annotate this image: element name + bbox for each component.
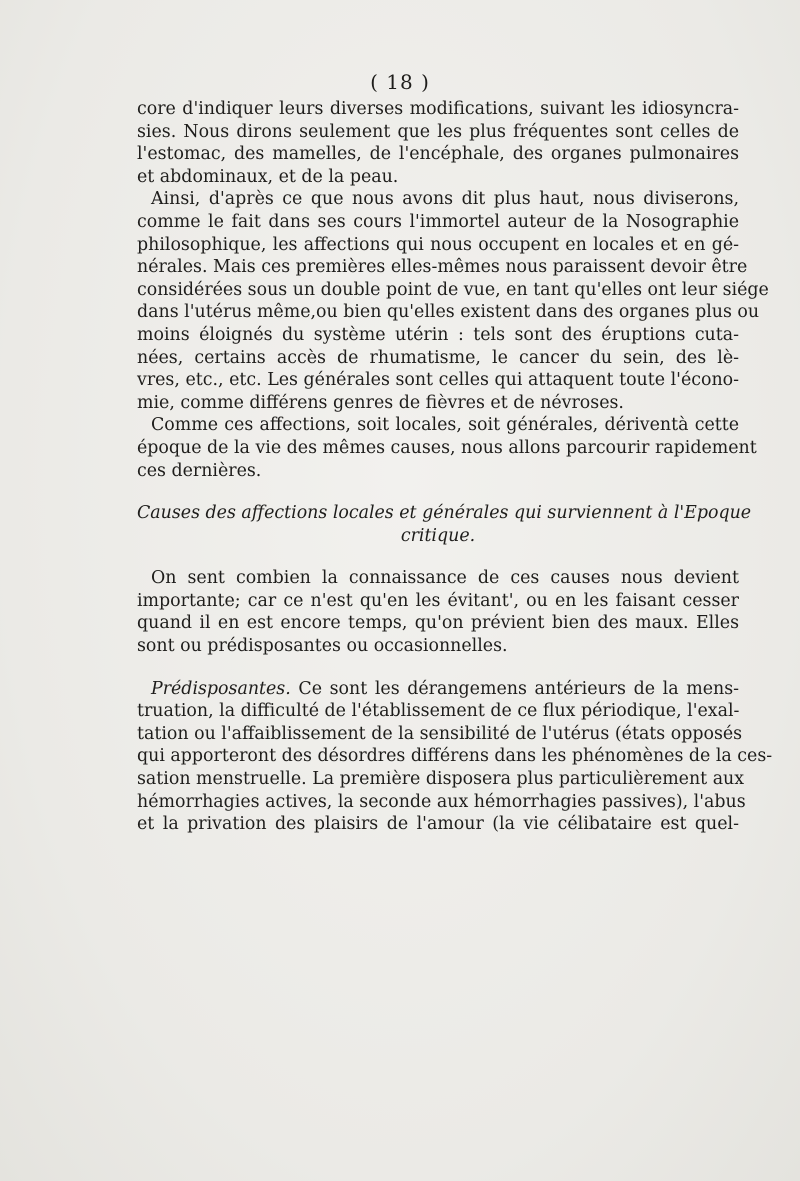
page-text (137, 98, 773, 836)
text-line: quand il en est encore temps, qu'on prévient bien des maux. Elles (137, 613, 739, 634)
text-line: mie, comme différens genres de fièvres et de névroses. (137, 392, 624, 413)
text-line: sont ou prédisposantes ou occasionnelles. (137, 636, 508, 657)
text-line: philosophique, les affections qui nous occupent en locales et en gé- (137, 234, 739, 255)
text-line: et abdominaux, et de la peau. (137, 166, 399, 187)
text-line: vres, etc., etc. Les générales sont celles qui attaquent toute l'écono- (137, 370, 739, 391)
text-line: On sent combien la connaissance de ces causes nous devient (151, 568, 739, 589)
text-line: qui apporteront des désordres différens dans les phénomènes de la ces- (137, 746, 773, 767)
text-line: sation menstruelle. La première disposera plus particulièrement aux (137, 769, 745, 790)
text-line: tation ou l'affaiblissement de la sensibilité de l'utérus (états opposés (137, 723, 743, 744)
text-line: comme le fait dans ses cours l'immortel auteur de la Nosographie (137, 211, 739, 232)
text-line: considérées sous un double point de vue, en tant qu'elles ont leur siége (137, 279, 769, 300)
spacer (137, 547, 739, 567)
page-number: ( 18 ) (370, 70, 430, 94)
text-line (137, 678, 739, 701)
text-line: Comme ces affections, soit locales, soit générales, dériventà cette (151, 415, 739, 436)
text-line: l'estomac, des mamelles, de l'encéphale, des organes pulmonaires (137, 144, 739, 165)
text-line: moins éloignés du système utérin : tels sont des éruptions cuta- (137, 324, 739, 345)
text-line: nérales. Mais ces premières elles-mêmes nous paraissent devoir être (137, 257, 748, 278)
text-line: ces dernières. (137, 460, 262, 481)
text-line: Ainsi, d'après ce que nous avons dit plus haut, nous diviserons, (151, 189, 739, 210)
spacer (137, 482, 739, 502)
text-line: hémorrhagies actives, la seconde aux hémorrhagies passives), l'abus (137, 791, 746, 812)
text-line: et la privation des plaisirs de l'amour (la vie célibataire est quel- (137, 814, 739, 835)
subheading-predisposantes: Prédisposantes. (151, 678, 291, 699)
text-line: importante; car ce n'est qu'en les évitant', ou en les faisant cesser (137, 590, 739, 611)
text-line: nées, certains accès de rhumatisme, le cancer du sein, des lè- (137, 347, 739, 368)
text-line: core d'indiquer leurs diverses modifications, suivant les idiosyncra- (137, 99, 739, 119)
text-line: époque de la vie des mêmes causes, nous allons parcourir rapidement (137, 437, 757, 458)
section-heading: Causes des affections locales et générales qui surviennent à l'Epoque (137, 503, 752, 524)
text-line: dans l'utérus même,ou bien qu'elles existent dans des organes plus ou (137, 302, 760, 323)
section-heading-continued: critique. (400, 525, 476, 546)
text-line: sies. Nous dirons seulement que les plus fréquentes sont celles de (137, 121, 739, 142)
text-line: truation, la difficulté de l'établissement de ce flux périodique, l'exal- (137, 701, 740, 722)
text-fragment: Ce sont les dérangemens antérieurs de la mens- (290, 678, 739, 699)
spacer (137, 658, 739, 678)
